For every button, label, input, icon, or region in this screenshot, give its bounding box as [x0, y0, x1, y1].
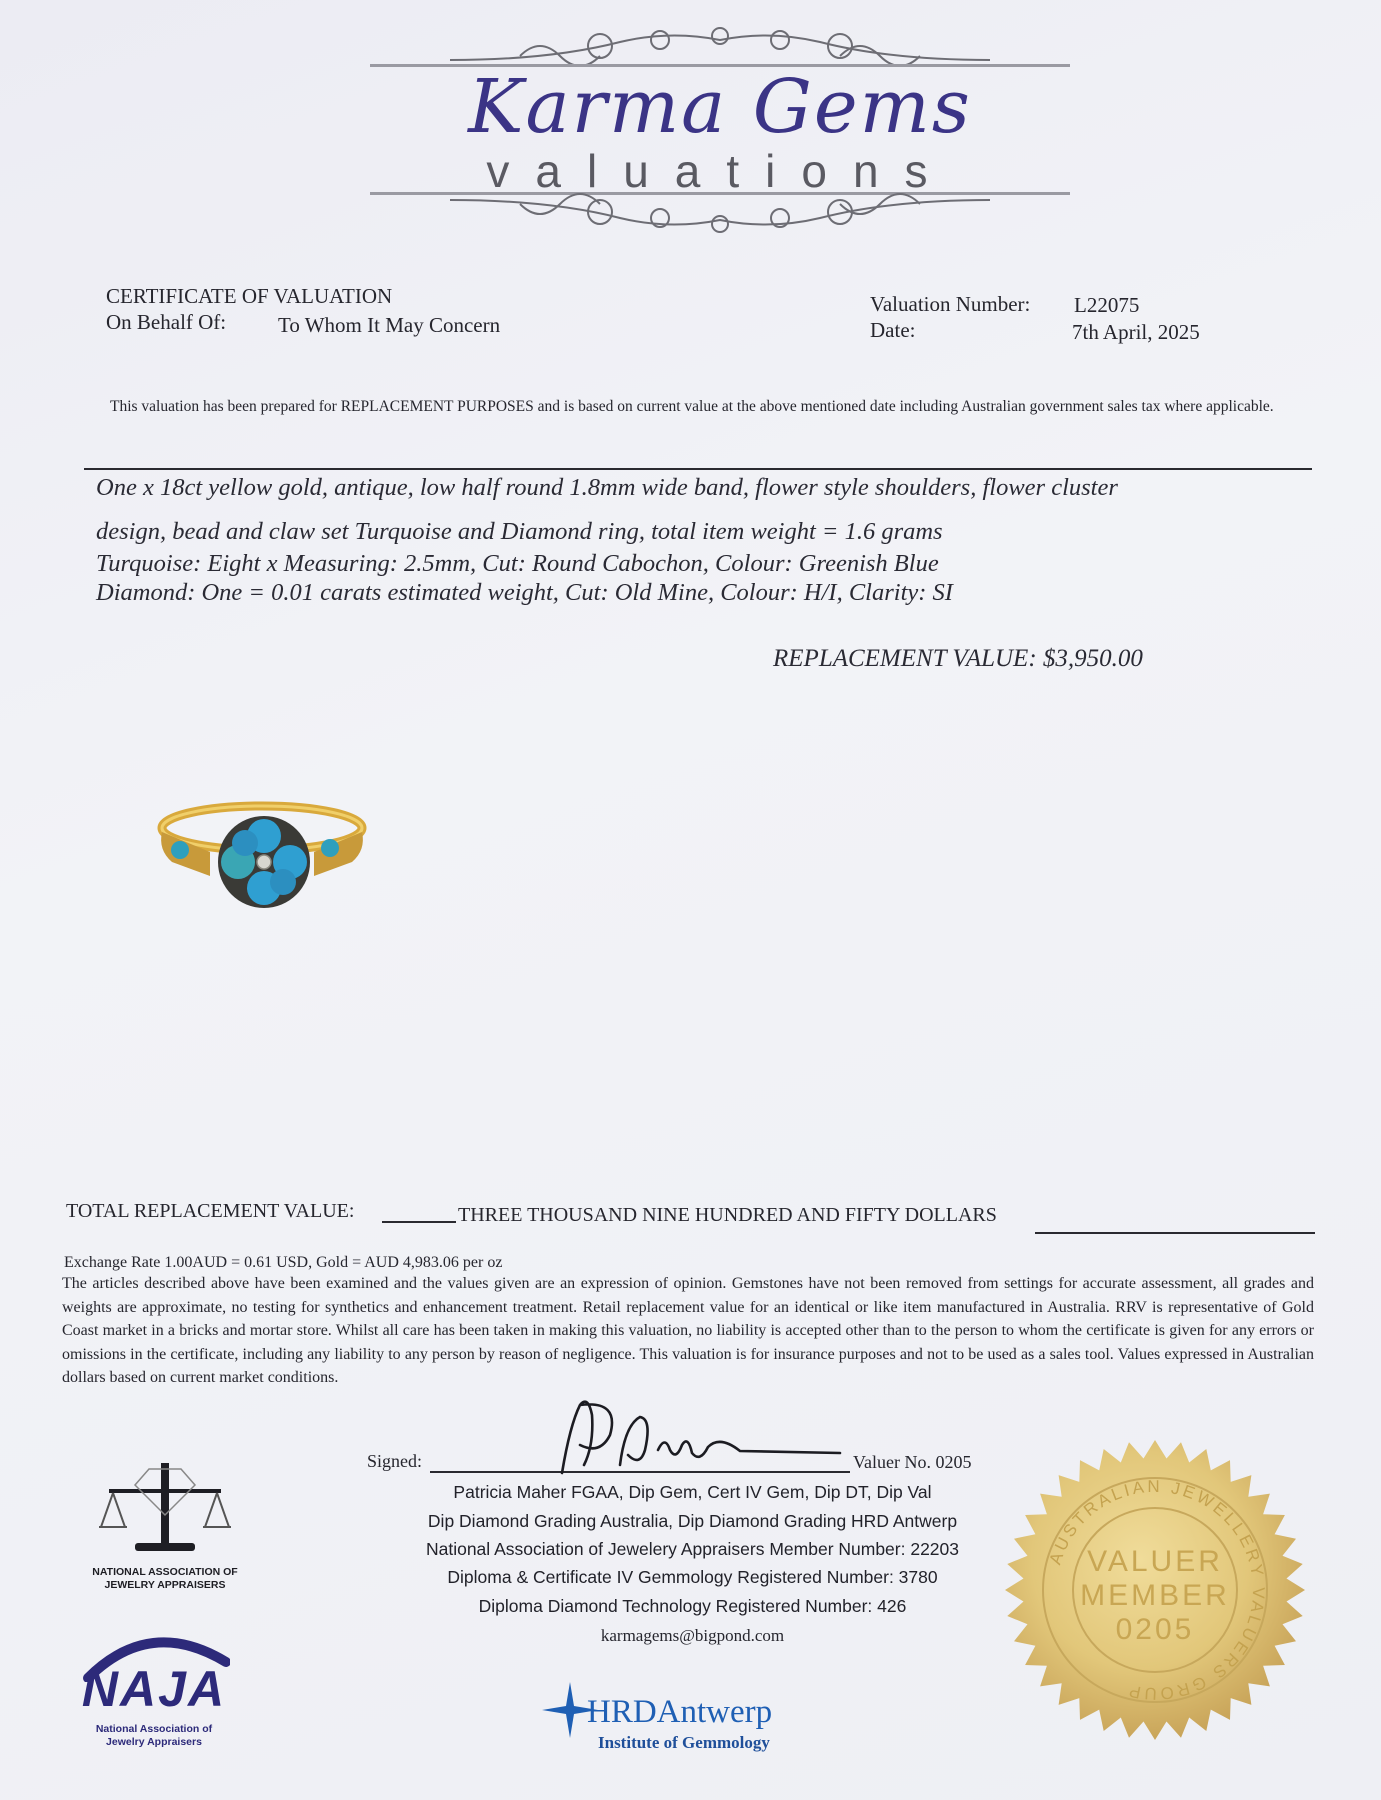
description-line-2: design, bead and claw set Turquoise and Diamond ring, total item weight = 1.6 grams [96, 518, 943, 545]
description-line-1: One x 18ct yellow gold, antique, low half round 1.8mm wide band, flower style shoulders, flower cluster [96, 474, 1118, 501]
purpose-note: This valuation has been prepared for REPLACEMENT PURPOSES and is based on current value at the above mentioned date including Australian government sales tax where applicable. [110, 398, 1274, 415]
diamond-tech-line: Diploma Diamond Technology Registered Number: 426 [478, 1596, 907, 1616]
karma-gems-logo [370, 12, 1070, 237]
total-underline-short [382, 1221, 456, 1223]
turquoise-nw [232, 830, 258, 856]
valuation-number-label: Valuation Number: [870, 292, 1031, 316]
logo-subtitle: valuations [486, 145, 954, 197]
logo-script-text: Karma Gems [468, 64, 972, 150]
seal-center-line-1: VALUER [1087, 1545, 1223, 1578]
certificate-title: CERTIFICATE OF VALUATION [106, 284, 393, 308]
hrd-sub-label: Institute of Gemmology [598, 1733, 770, 1752]
ring-photo [150, 790, 375, 930]
naja-top-label: NATIONAL ASSOCIATION OF JEWELRY APPRAISERS [92, 1566, 238, 1591]
center-diamond [257, 855, 271, 869]
handwritten-signature [540, 1395, 870, 1485]
date-label: Date: [870, 318, 916, 342]
naja-sub-label: National Association of Jewelry Appraisers [95, 1723, 213, 1748]
on-behalf-value: To Whom It May Concern [278, 313, 501, 337]
total-label: TOTAL REPLACEMENT VALUE: [66, 1200, 355, 1222]
gemmology-line: Diploma & Certificate IV Gemmology Registered Number: 3780 [447, 1567, 938, 1587]
seal-ring-text: AUSTRALIAN JEWELLERY VALUERS GROUP [1045, 1476, 1269, 1704]
top-scroll-ornament [450, 28, 990, 66]
contact-email: karmagems@bigpond.com [600, 1626, 785, 1645]
total-underline-long [1035, 1232, 1315, 1234]
signed-label: Signed: [367, 1451, 423, 1471]
naja-member-line: National Association of Jewelery Appraisers Member Number: 22203 [425, 1539, 960, 1559]
valuer-number: Valuer No. 0205 [853, 1452, 972, 1472]
exchange-rate: Exchange Rate 1.00AUD = 0.61 USD, Gold = AUD 4,983.06 per oz [64, 1254, 503, 1271]
seal-center-line-3: 0205 [1115, 1613, 1195, 1646]
hrd-main-label: HRDAntwerp [587, 1694, 773, 1730]
valuation-number: L22075 [1074, 293, 1140, 317]
description-line-3: Turquoise: Eight x Measuring: 2.5mm, Cut: Round Cabochon, Colour: Greenish Blue [96, 550, 939, 577]
gold-valuer-seal [1000, 1435, 1310, 1745]
naja-word: NAJA [81, 1661, 227, 1717]
on-behalf-label: On Behalf Of: [106, 310, 227, 334]
turquoise-se [270, 869, 296, 895]
description-line-4: Diamond: One = 0.01 carats estimated weight, Cut: Old Mine, Colour: H/I, Clarity: SI [96, 579, 953, 606]
turquoise-right [321, 839, 339, 857]
valuer-name-line: Patricia Maher FGAA, Dip Gem, Cert IV Gem, Dip DT, Dip Val [453, 1482, 932, 1502]
valuer-diploma-line: Dip Diamond Grading Australia, Dip Diamond Grading HRD Antwerp [427, 1511, 958, 1531]
total-words: THREE THOUSAND NINE HUNDRED AND FIFTY DOLLARS [458, 1204, 997, 1226]
header-divider [84, 468, 1312, 470]
date-value: 7th April, 2025 [1072, 320, 1200, 344]
bottom-scroll-ornament [450, 194, 990, 232]
disclaimer: The articles described above have been examined and the values given are an expression of opinion. Gemstones have not been removed from settings for accurate assessment, all grades and weights are approximate, no testing for synthetics and enhancement treatment. Retail replacement value for an identical or like item manufactured in Australia. RRV is representative of Gold Coast market in a bricks and mortar store. Whilst all care has been taken in making this valuation, no liability is accepted other than to the person to whom the certificate is given for any errors or omissions in the certificate, including any liability to any person by reason of negligence. This valuation is for insurance purposes and not to be used as a sales tool. Values expressed in Australian dollars based on current market conditions. [62, 1275, 1314, 1386]
seal-center-line-2: MEMBER [1080, 1579, 1230, 1612]
turquoise-left [171, 841, 189, 859]
replacement-value: REPLACEMENT VALUE: $3,950.00 [773, 645, 1143, 672]
scales-icon [95, 1455, 235, 1565]
